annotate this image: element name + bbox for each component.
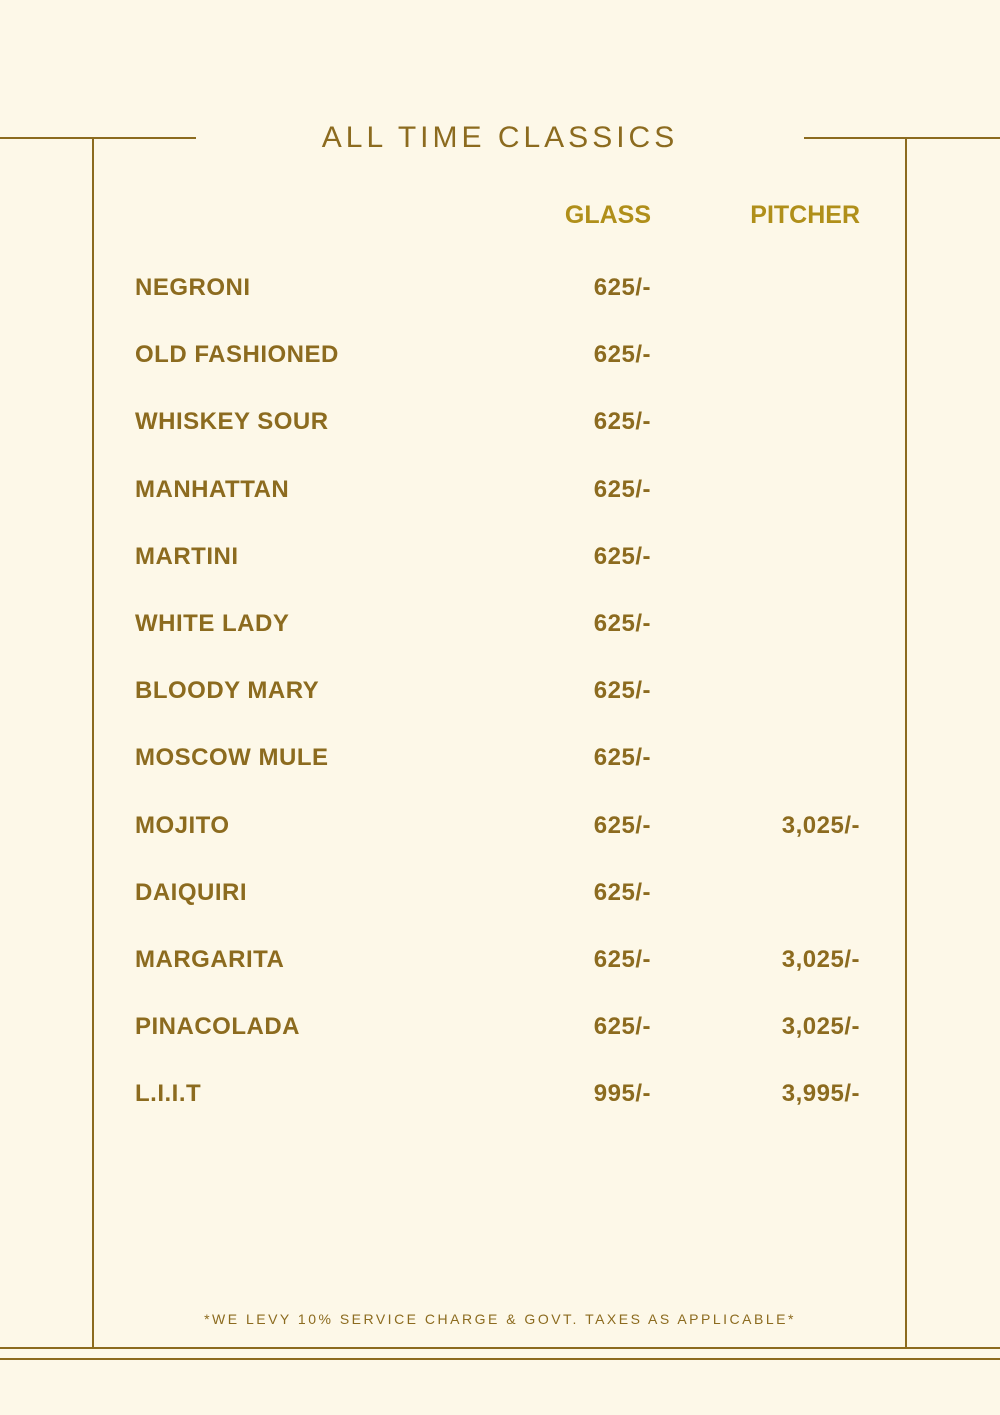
menu-title: ALL TIME CLASSICS (321, 121, 679, 154)
menu-item-row (135, 673, 860, 740)
menu-item-pitcher-price: 3,995/- (781, 1080, 860, 1108)
menu-item-row (135, 606, 860, 673)
menu-item-row (135, 942, 860, 1009)
menu-item-name: PINACOLADA (135, 1013, 300, 1041)
right-border (905, 137, 907, 1349)
menu-item-row (135, 875, 860, 942)
bottom-divider-lower (0, 1358, 1000, 1360)
menu-item-glass-price: 625/- (593, 878, 651, 906)
menu-item-name: WHISKEY SOUR (135, 408, 329, 436)
menu-item-name: L.I.I.T (135, 1080, 202, 1108)
menu-item-name: WHITE LADY (135, 609, 290, 637)
column-header-pitcher: PITCHER (750, 201, 860, 229)
menu-item-name: MANHATTAN (135, 475, 290, 503)
service-charge-note: *WE LEVY 10% SERVICE CHARGE & GOVT. TAXES AS APPLICABLE* (204, 1311, 796, 1327)
menu-item-glass-price: 625/- (593, 475, 651, 503)
menu-item-pitcher-price: 3,025/- (781, 811, 860, 839)
menu-item-glass-price: 625/- (593, 945, 651, 973)
column-header-glass: GLASS (564, 201, 651, 229)
menu-item-glass-price: 625/- (593, 274, 651, 301)
menu-item-row (135, 270, 860, 337)
menu-item-glass-price: 995/- (593, 1080, 651, 1108)
bottom-divider-upper (0, 1347, 1000, 1349)
menu-item-glass-price: 625/- (593, 677, 651, 705)
menu-item-pitcher-price: 3,025/- (781, 945, 860, 973)
menu-item-glass-price: 625/- (593, 408, 651, 436)
menu-item-glass-price: 625/- (593, 744, 651, 772)
menu-item-row (135, 808, 860, 875)
menu-item-row (135, 404, 860, 471)
menu-item-glass-price: 625/- (593, 341, 651, 369)
menu-item-glass-price: 625/- (593, 609, 651, 637)
left-border (92, 137, 94, 1349)
menu-item-row (135, 1076, 860, 1143)
menu-item-pitcher-price: 3,025/- (781, 1013, 860, 1041)
menu-item-name: MARGARITA (135, 945, 285, 973)
menu-item-row (135, 1009, 860, 1076)
menu-item-name: OLD FASHIONED (135, 341, 339, 369)
menu-item-name: MARTINI (135, 542, 239, 570)
menu-item-name: DAIQUIRI (135, 878, 247, 906)
menu-list (135, 270, 860, 1143)
menu-item-glass-price: 625/- (593, 542, 651, 570)
menu-item-row (135, 337, 860, 404)
menu-item-name: MOSCOW MULE (135, 744, 329, 772)
menu-item-name: NEGRONI (135, 274, 251, 301)
menu-item-name: MOJITO (135, 811, 230, 839)
menu-item-row (135, 472, 860, 539)
menu-item-glass-price: 625/- (593, 1013, 651, 1041)
menu-item-row (135, 740, 860, 807)
menu-item-name: BLOODY MARY (135, 677, 320, 705)
menu-item-row (135, 539, 860, 606)
menu-item-glass-price: 625/- (593, 811, 651, 839)
